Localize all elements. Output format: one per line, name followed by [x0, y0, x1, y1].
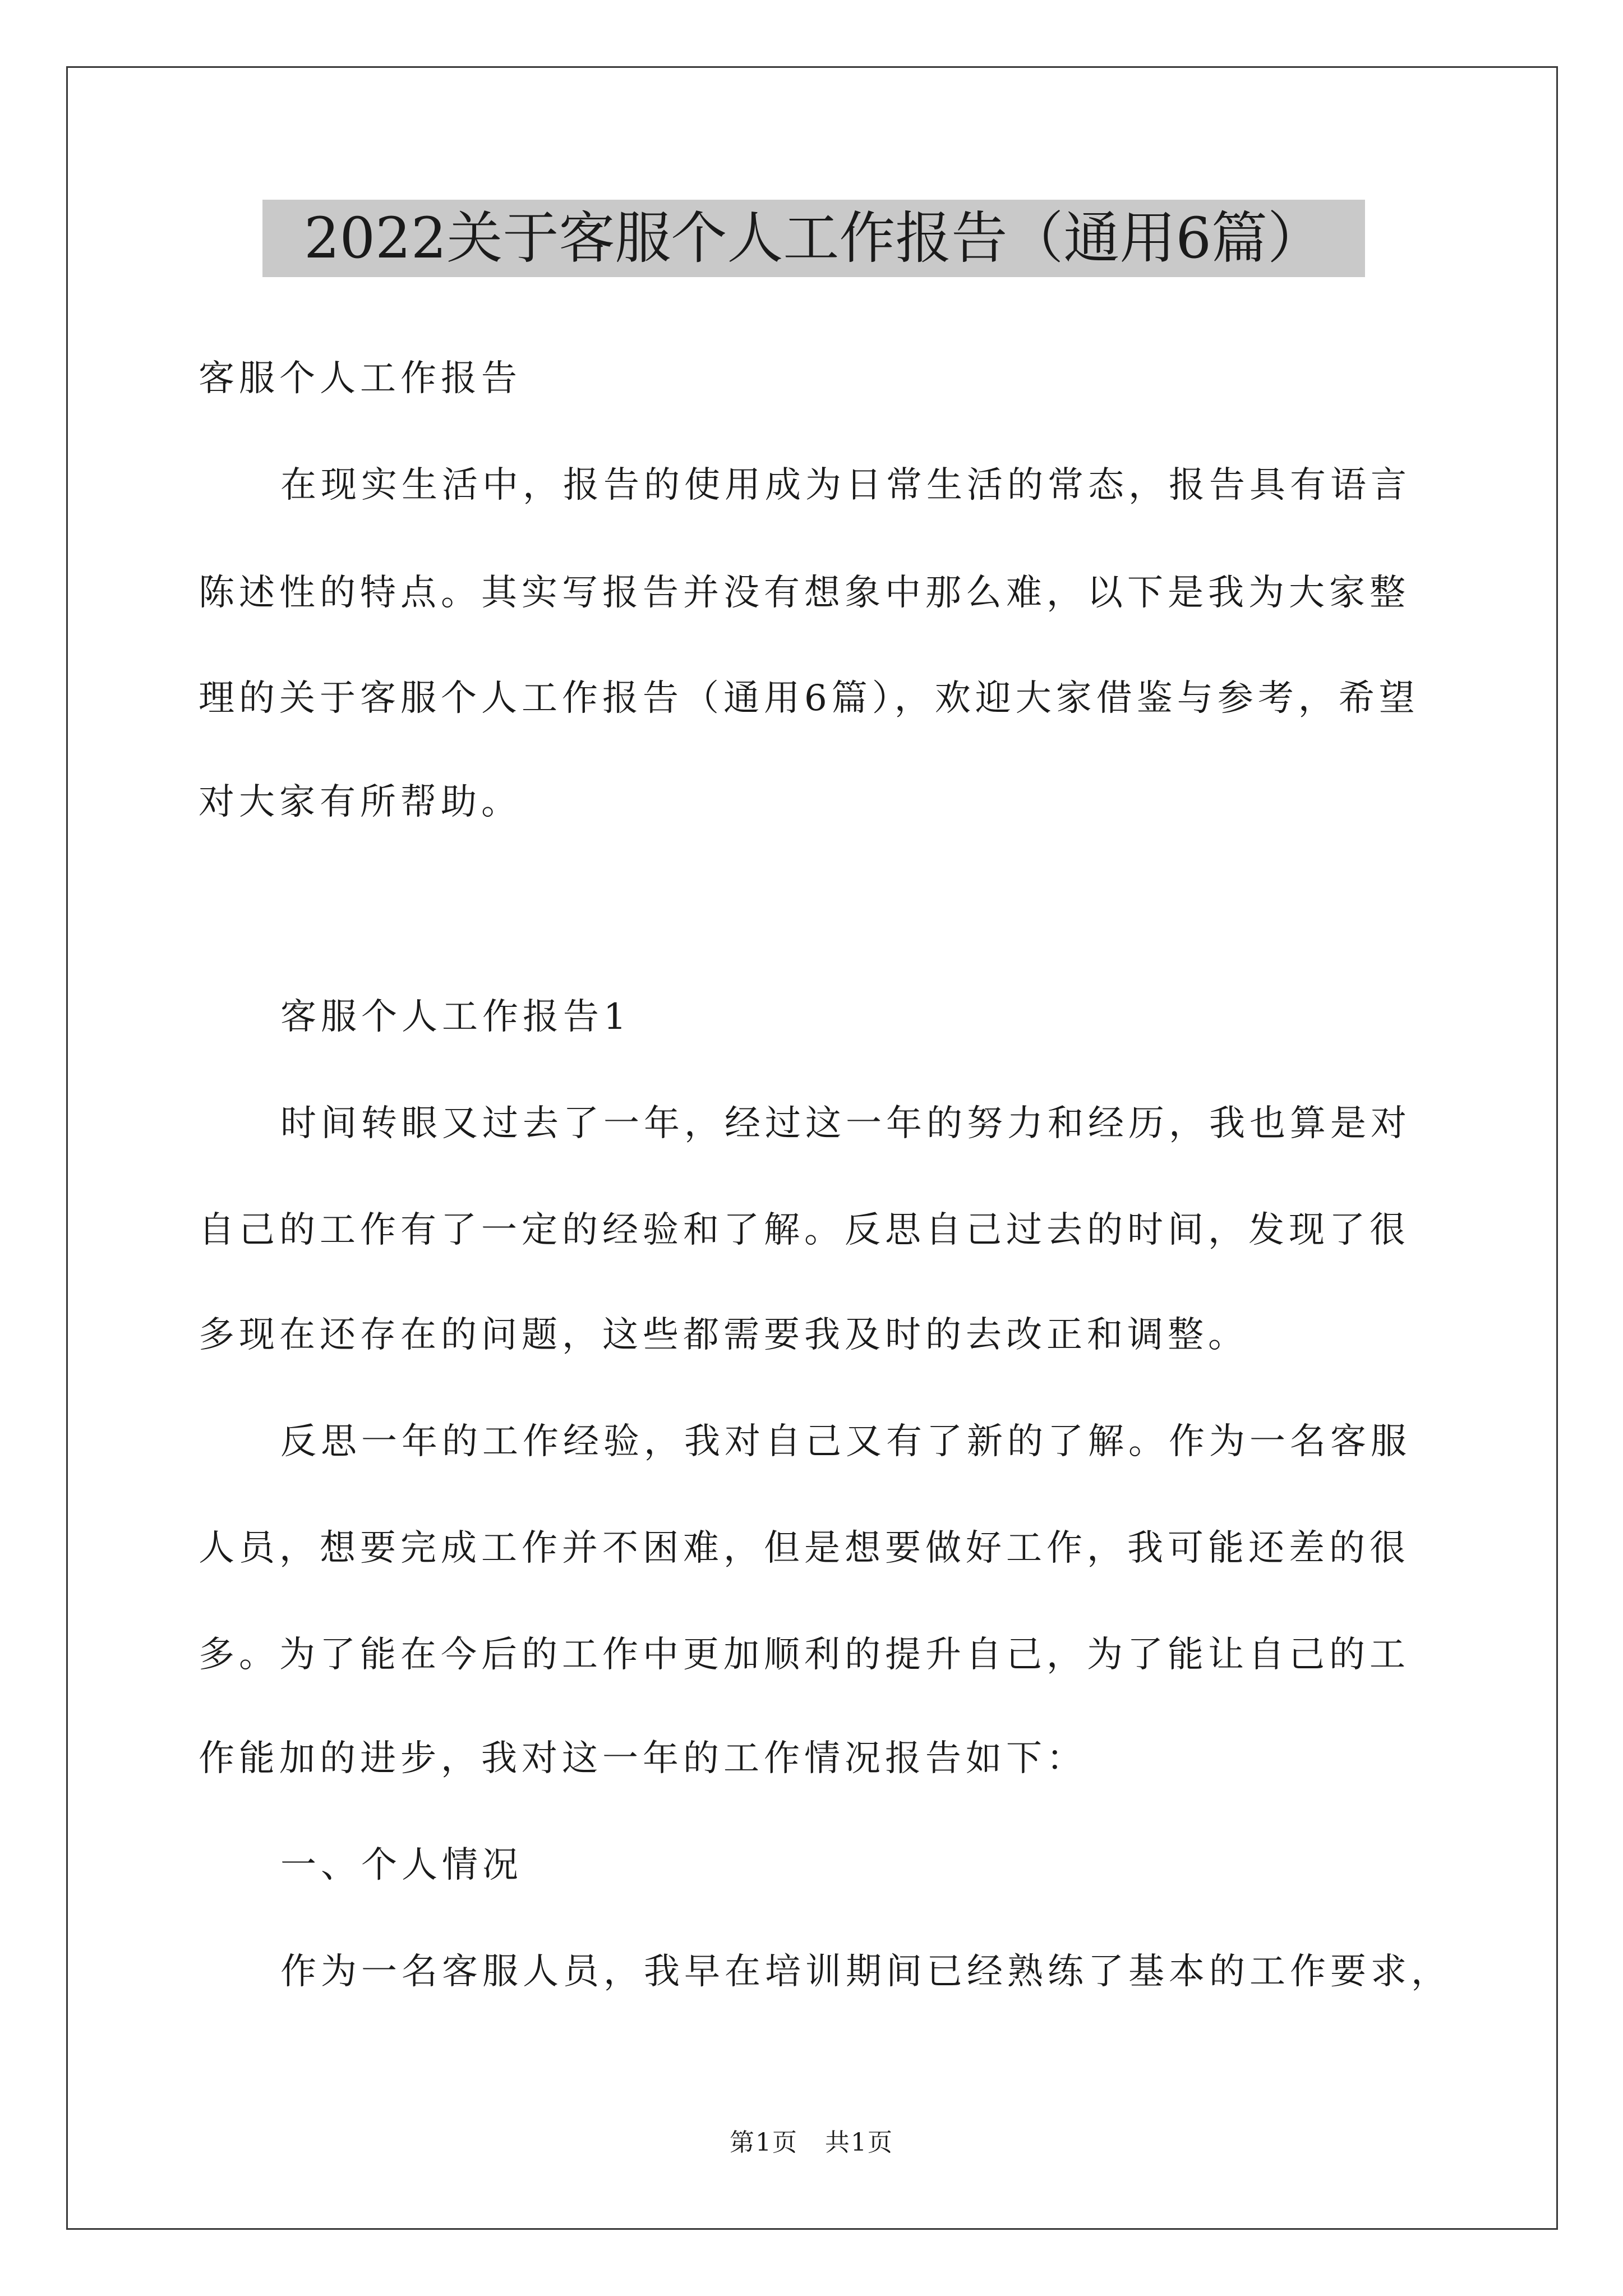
- para2-line-3: 多。为了能在今后的工作中更加顺利的提升自己，为了能让自己的工: [199, 1634, 1410, 1676]
- subheading-report-1: 客服个人工作报告1: [280, 996, 631, 1038]
- para2-line-1: 反思一年的工作经验，我对自己又有了新的了解。作为一名客服: [280, 1421, 1411, 1462]
- section-heading: 客服个人工作报告: [199, 358, 522, 399]
- document-title: 2022关于客服个人工作报告（通用6篇）: [303, 205, 1324, 271]
- para2-line-2: 人员，想要完成工作并不困难，但是想要做好工作，我可能还差的很: [199, 1527, 1410, 1569]
- intro-line-3: 理的关于客服个人工作报告（通用6篇），欢迎大家借鉴与参考，希望: [199, 678, 1419, 719]
- intro-line-2: 陈述性的特点。其实写报告并没有想象中那么难，以下是我为大家整: [199, 572, 1410, 614]
- para1-line-2: 自己的工作有了一定的经验和了解。反思自己过去的时间，发现了很: [199, 1209, 1410, 1251]
- para1-line-1: 时间转眼又过去了一年，经过这一年的努力和经历，我也算是对: [280, 1103, 1411, 1144]
- para3-line-1: 作为一名客服人员，我早在培训期间已经熟练了基本的工作要求，: [280, 1951, 1451, 1993]
- intro-line-4: 对大家有所帮助。: [199, 781, 522, 823]
- page-footer: 第1页 共1页: [730, 2128, 893, 2157]
- section-personal-situation: 一、个人情况: [280, 1844, 523, 1886]
- intro-line-1: 在现实生活中，报告的使用成为日常生活的常态，报告具有语言: [280, 464, 1411, 506]
- para1-line-3: 多现在还存在的问题，这些都需要我及时的去改正和调整。: [199, 1314, 1248, 1356]
- para2-line-4: 作能加的进步，我对这一年的工作情况报告如下：: [199, 1738, 1087, 1779]
- title-highlight: [262, 200, 1365, 277]
